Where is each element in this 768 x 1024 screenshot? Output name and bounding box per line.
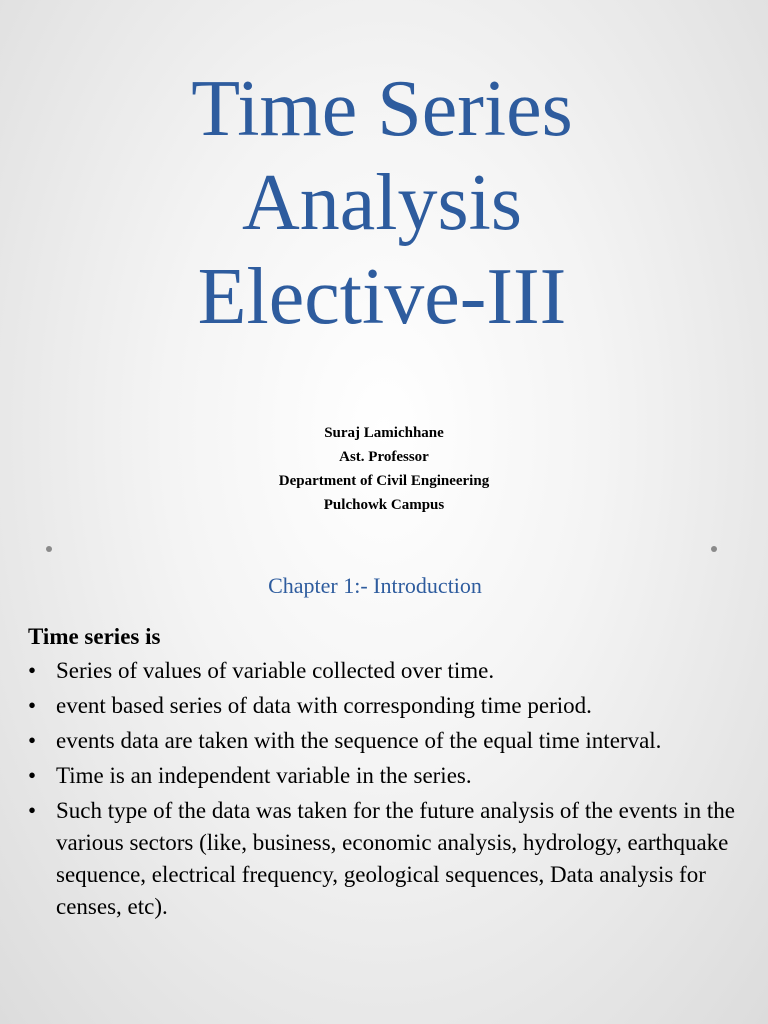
bullet-item: • Series of values of variable collected over time. bbox=[28, 655, 748, 687]
chapter-heading: Chapter 1:- Introduction bbox=[268, 573, 482, 598]
body-heading: Time series is bbox=[28, 624, 161, 649]
bullet-item: • events data are taken with the sequence of the equal time interval. bbox=[28, 725, 748, 757]
author-block bbox=[0, 421, 768, 517]
bullet-list bbox=[28, 655, 748, 923]
author-department: Department of Civil Engineering bbox=[278, 473, 490, 489]
title-line-1: Time Series bbox=[191, 65, 573, 153]
bullet-item: • event based series of data with corresponding time period. bbox=[28, 690, 748, 722]
author-position: Ast. Professor bbox=[339, 449, 429, 465]
decorative-dot-left bbox=[46, 546, 52, 552]
slide-title bbox=[0, 62, 768, 344]
author-campus: Pulchowk Campus bbox=[323, 497, 445, 513]
title-line-2: Analysis bbox=[242, 159, 522, 247]
decorative-dot-right bbox=[711, 546, 717, 552]
body-content bbox=[28, 621, 748, 926]
bullet-item: • Time is an independent variable in the series. bbox=[28, 760, 748, 792]
title-line-3: Elective-III bbox=[197, 253, 567, 341]
author-name: Suraj Lamichhane bbox=[324, 425, 444, 441]
bullet-item: • Such type of the data was taken for the future analysis of the events in the various sectors (like, business, economic analysis, hydrology, earthquake sequence, electrical frequency, geological sequences, Data analysis for censes, etc). bbox=[28, 795, 748, 923]
